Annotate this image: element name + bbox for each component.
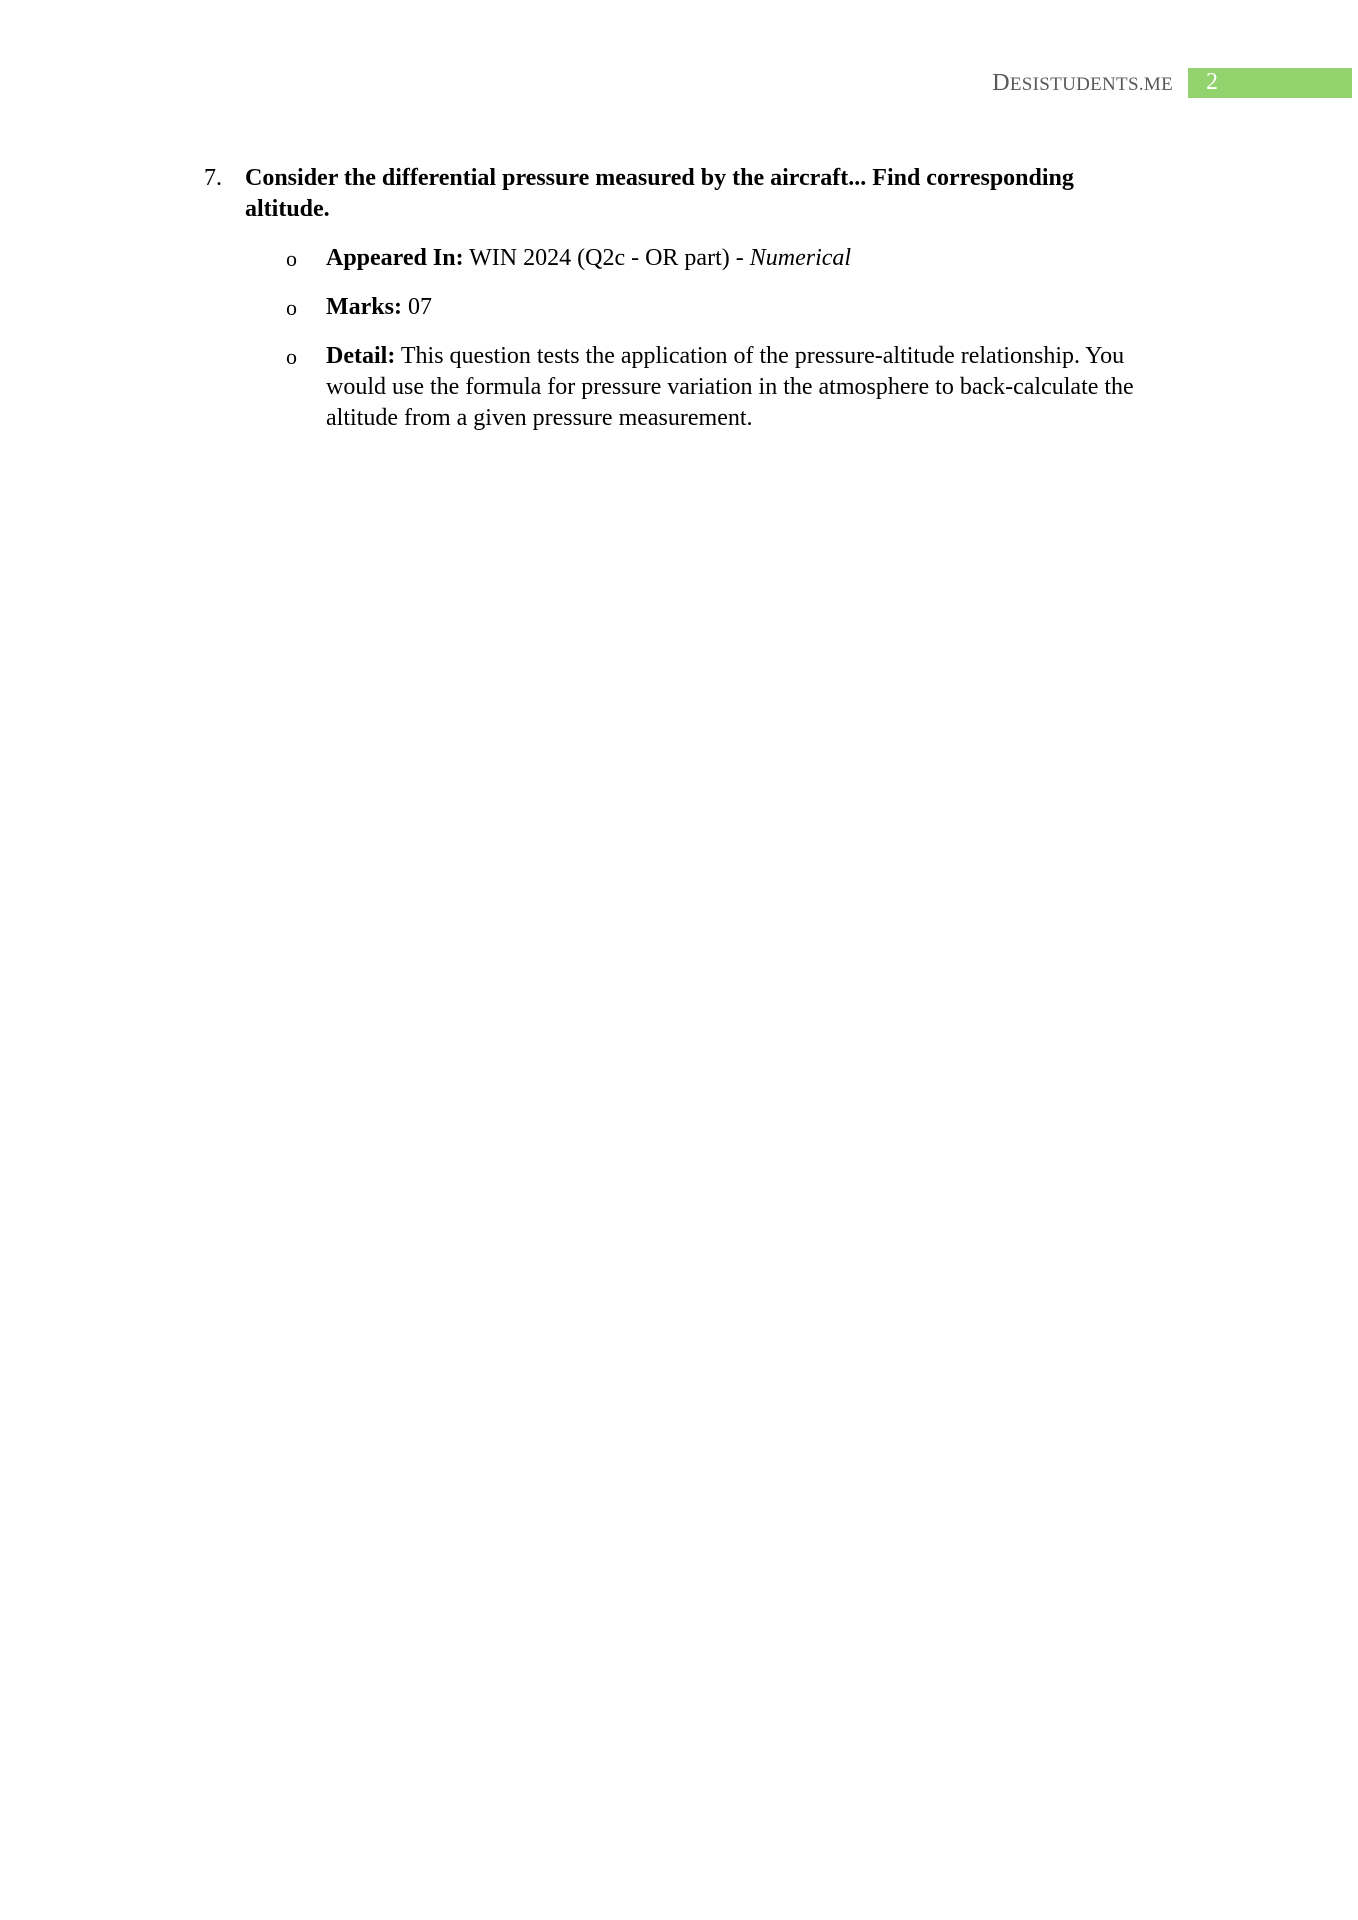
question-details-list [204, 243, 1164, 434]
question-number: 7. [204, 165, 222, 191]
item-label: Marks: [326, 294, 402, 320]
list-item-marks [286, 292, 1176, 323]
site-name-rest: ESISTUDENTS [1009, 74, 1139, 95]
list-item-appeared-in [286, 243, 1176, 274]
list-item-detail [286, 341, 1176, 434]
site-name-initial: D [992, 70, 1010, 96]
site-name-tld: ME [1143, 74, 1173, 95]
page-header [0, 68, 1358, 98]
question-7 [204, 163, 1164, 452]
page-number-badge [1188, 68, 1352, 98]
page-number: 2 [1206, 69, 1218, 95]
bullet-icon: o [286, 295, 297, 320]
item-label: Appeared In: [326, 245, 464, 271]
site-name [992, 71, 1173, 97]
question-title: Consider the differential pressure measured by the aircraft... Find corresponding altitude. [245, 165, 1074, 222]
bullet-icon: o [286, 344, 297, 369]
bullet-icon: o [286, 246, 297, 271]
item-text: This question tests the application of the pressure-altitude relationship. You would use the formula for pressure variation in the atmosphere to back-calculate the altitude from a given pressure measurement. [326, 343, 1134, 431]
item-italic-text: Numerical [749, 245, 852, 271]
item-text: WIN 2024 (Q2c - OR part) - [463, 245, 750, 271]
item-label: Detail: [326, 343, 396, 369]
item-text: 07 [401, 294, 432, 320]
site-name-dot: . [1138, 74, 1144, 95]
